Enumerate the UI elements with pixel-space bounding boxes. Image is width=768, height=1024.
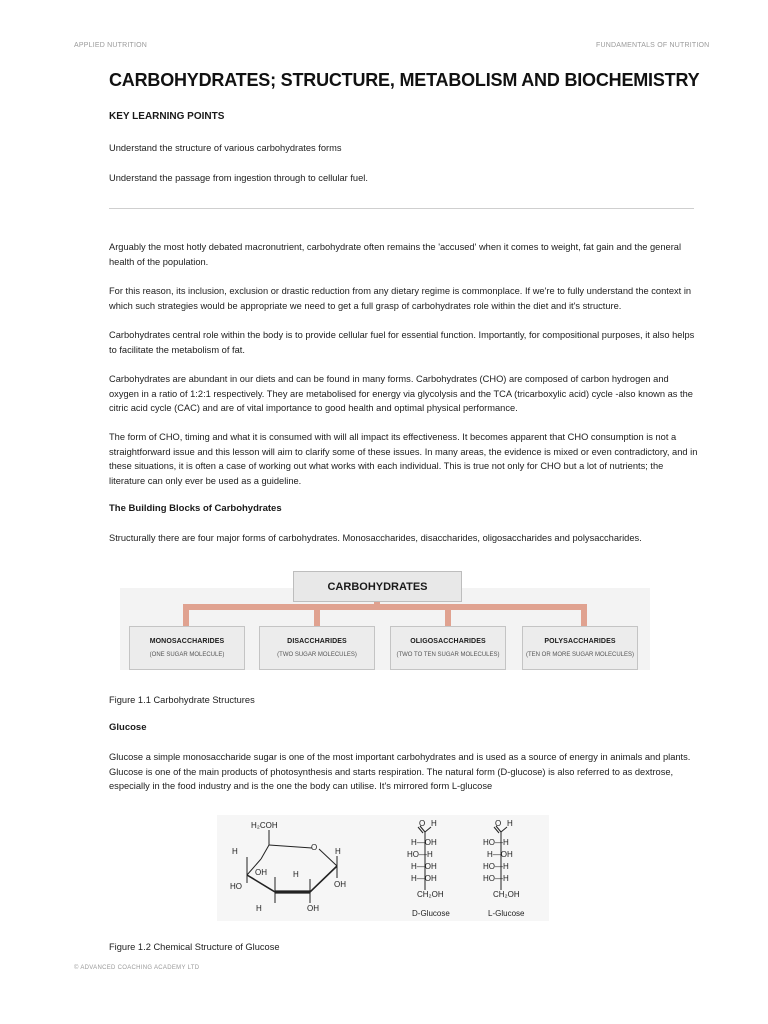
- body-paragraph: Arguably the most hotly debated macronutrient, carbohydrate often remains the 'accused' when it comes to weight, fat gain and the general health of the population.: [109, 242, 682, 267]
- box-sublabel: (TEN OR MORE SUGAR MOLECULES): [525, 652, 634, 658]
- building-blocks-text: Structurally there are four major forms of carbohydrates. Monosaccharides, disaccharides, oligosaccharides and polysaccharides.: [109, 533, 642, 543]
- body-paragraph: The form of CHO, timing and what it is consumed with will all impact its effectiveness. It becomes apparent that CHO consumption is not a straightforward issue and this lesson will aim to clarify some of these issues. In many areas, the evidence is mixed or even contradictory, and in these situations, it is often a case of working out what works with each individual. This is true not only for CHO but a lot of nutrients; the literature can only ever be used as a guideline.: [109, 432, 698, 486]
- figure-caption-2: Figure 1.2 Chemical Structure of Glucose: [109, 942, 280, 952]
- glucose-structure-figure: [217, 815, 549, 921]
- l-glucose-label: L-Glucose: [488, 909, 525, 918]
- haworth-label: OH: [334, 880, 346, 889]
- body-paragraph: Carbohydrates central role within the body is to provide cellular fuel for essential function. Importantly, for compositional purposes, it also helps to facilitate the metabolism of fat.: [109, 330, 695, 355]
- fischer-label: HO—H: [483, 874, 509, 883]
- page-title: CARBOHYDRATES; STRUCTURE, METABOLISM AND BIOCHEMISTRY: [109, 70, 700, 90]
- fischer-label: HO—H: [483, 838, 509, 847]
- copyright-footer: © ADVANCED COACHING ACADEMY LTD: [74, 965, 200, 971]
- box-label: POLYSACCHARIDES: [544, 638, 616, 645]
- haworth-label: H: [335, 847, 341, 856]
- fischer-label: O: [495, 819, 502, 828]
- fischer-label: O: [419, 819, 426, 828]
- box-label: OLIGOSACCHARIDES: [410, 638, 486, 645]
- box-label: MONOSACCHARIDES: [149, 638, 225, 645]
- body-paragraph: Carbohydrates are abundant in our diets and can be found in many forms. Carbohydrates (CHO) are composed of carbon hydrogen and oxygen in a ratio of 1:2:1 respectively. They are metabolised for energy via glycolysis and the TCA (tricarboxylic acid) cycle -also known as the citric acid cycle (CAC) and are of vital importance to good health and optimal physical performance.: [109, 374, 693, 413]
- haworth-label: OH: [307, 904, 319, 913]
- box-sublabel: (TWO TO TEN SUGAR MOLECULES): [396, 652, 500, 658]
- haworth-label: HO: [230, 882, 242, 891]
- box-label: DISACCHARIDES: [287, 638, 347, 645]
- fischer-label: H—OH: [411, 838, 437, 847]
- fischer-label: CH₂OH: [417, 890, 444, 899]
- connector-branch: [183, 604, 189, 626]
- diagram-box-polysaccharides: [522, 626, 638, 670]
- haworth-label: O: [311, 843, 318, 852]
- haworth-label: OH: [255, 868, 267, 877]
- fischer-label: H—OH: [411, 862, 437, 871]
- section-heading-building-blocks: The Building Blocks of Carbohydrates: [109, 503, 282, 514]
- connector-branch: [445, 604, 451, 626]
- divider: [109, 208, 694, 209]
- connector-branch: [314, 604, 320, 626]
- diagram-box-oligosaccharides: [390, 626, 506, 670]
- fischer-label: HO—H: [483, 862, 509, 871]
- haworth-label: H: [232, 847, 238, 856]
- diagram-root-box: CARBOHYDRATES: [293, 571, 462, 602]
- running-header-right: FUNDAMENTALS OF NUTRITION: [596, 42, 710, 49]
- body-paragraph: For this reason, its inclusion, exclusion or drastic reduction from any dietary regime is commonplace. If we're to fully understand the context in which such strategies would be appropriate we need to get a full grasp of carbohydrates role within the diet and it's structure.: [109, 286, 692, 311]
- d-glucose-label: D-Glucose: [412, 909, 450, 918]
- connector-branch: [581, 604, 587, 626]
- key-point-item: Understand the structure of various carbohydrates forms: [109, 143, 342, 153]
- fischer-label: HO—H: [407, 850, 433, 859]
- key-points-heading: KEY LEARNING POINTS: [109, 111, 225, 122]
- fischer-label: H: [431, 819, 437, 828]
- diagram-box-monosaccharides: [129, 626, 245, 670]
- figure-caption-1: Figure 1.1 Carbohydrate Structures: [109, 695, 255, 705]
- fischer-label: CH₂OH: [493, 890, 520, 899]
- fischer-label: H—OH: [411, 874, 437, 883]
- haworth-label: H₂COH: [251, 821, 278, 830]
- key-point-item: Understand the passage from ingestion through to cellular fuel.: [109, 173, 368, 183]
- haworth-label: H: [256, 904, 262, 913]
- connector-horizontal: [183, 604, 587, 610]
- running-header-left: APPLIED NUTRITION: [74, 42, 148, 49]
- diagram-box-disaccharides: [259, 626, 375, 670]
- box-sublabel: (TWO SUGAR MOLECULES): [277, 652, 357, 658]
- box-sublabel: (ONE SUGAR MOLECULE): [149, 652, 225, 658]
- glucose-paragraph: Glucose a simple monosaccharide sugar is one of the most important carbohydrates and is used as a source of energy in animals and plants. Glucose is one of the main products of photosynthesis and starts respiration. The natural form (D-glucose) is also referred to as dextrose, especially in the food industry and is the one the body can utilise. It's mirrored form L-glucose: [109, 752, 691, 791]
- fischer-label: H: [507, 819, 513, 828]
- fischer-label: H—OH: [487, 850, 513, 859]
- haworth-label: H: [293, 870, 299, 879]
- section-heading-glucose: Glucose: [109, 722, 147, 733]
